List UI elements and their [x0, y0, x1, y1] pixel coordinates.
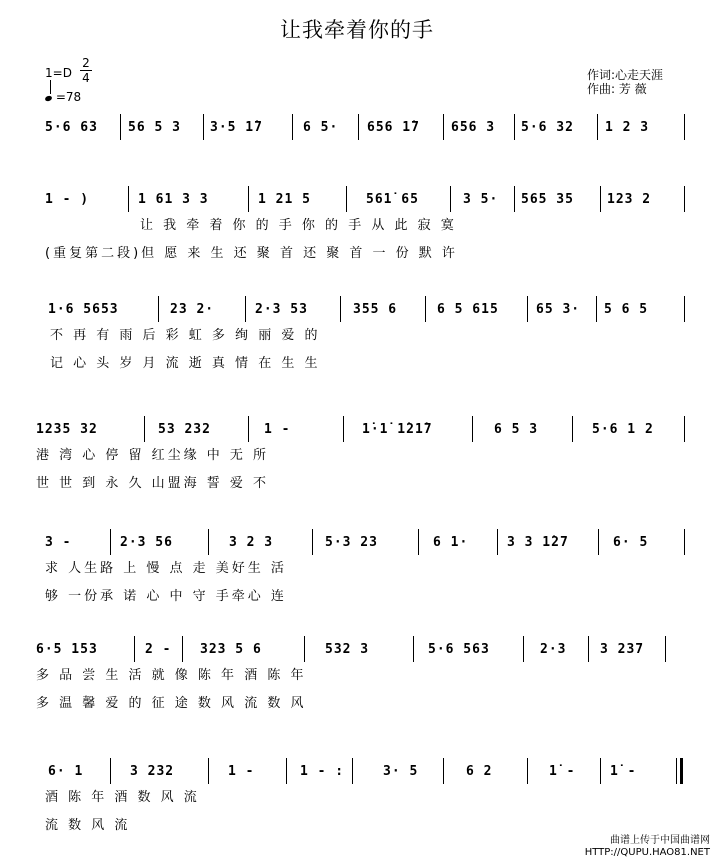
- measure-notes: 1 2 3: [605, 120, 650, 135]
- measure-notes: 656 1̇7: [367, 120, 420, 135]
- bar-line: [676, 758, 677, 784]
- measure-notes: 3 237: [600, 642, 645, 657]
- lyric-text: 世 世 到 永 久 山盟海 誓 爱 不: [36, 476, 270, 491]
- key-signature: [45, 66, 72, 80]
- measure-notes: 3· 5: [383, 764, 419, 779]
- bar-line: [248, 186, 249, 212]
- measure-notes: 5·6 63: [45, 120, 98, 135]
- lyricist: 作词:心走天涯: [587, 68, 664, 82]
- measure-notes: 65 3·: [536, 302, 581, 317]
- measure-notes: 6 2: [466, 764, 493, 779]
- measure-notes: 3 5·: [463, 192, 499, 207]
- bar-line: [312, 529, 313, 555]
- bar-line: [497, 529, 498, 555]
- bar-line: [527, 758, 528, 784]
- measure-notes: 1̇ -: [549, 764, 576, 779]
- lyric-line: [0, 324, 714, 344]
- measure-notes: 1̇ -: [610, 764, 637, 779]
- lyric-line: [0, 692, 714, 712]
- bar-line: [527, 296, 528, 322]
- footer: [585, 835, 710, 859]
- quarter-note-icon: [44, 95, 52, 102]
- footer-source: 曲谱上传于中国曲谱网: [610, 835, 710, 846]
- bar-line: [472, 416, 473, 442]
- bar-line: [425, 296, 426, 322]
- bar-line: [597, 114, 598, 140]
- bar-line: [128, 186, 129, 212]
- bar-line: [450, 186, 451, 212]
- measure-notes: 2·3: [540, 642, 567, 657]
- lyric-text: 多 温 馨 爱 的 征 途 数 风 流 数 风: [36, 696, 307, 711]
- measure-notes: 561̇ 65: [366, 192, 419, 207]
- bar-line: [110, 758, 111, 784]
- measure-notes: 1 - :: [300, 764, 345, 779]
- bar-line: [684, 529, 685, 555]
- bar-line: [684, 416, 685, 442]
- bar-line: [346, 186, 347, 212]
- bar-line: [684, 186, 685, 212]
- bar-line: [343, 416, 344, 442]
- bar-line: [208, 529, 209, 555]
- lyric-text: 够 一份承 诺 心 中 守 手牵心 连: [45, 589, 287, 604]
- lyric-text: 不 再 有 雨 后 彩 虹 多 绚 丽 爱 的: [50, 328, 321, 343]
- bar-line: [110, 529, 111, 555]
- measure-notes: 53 232: [158, 422, 211, 437]
- footer-url: HTTP://QUPU.HAO81.NET: [584, 847, 710, 858]
- bar-line: [443, 758, 444, 784]
- bar-line: [413, 636, 414, 662]
- measure-notes: 6 5 3: [494, 422, 539, 437]
- bar-line: [514, 114, 515, 140]
- bar-line: [600, 186, 601, 212]
- measure-notes: 1 - ): [45, 192, 90, 207]
- measure-notes: 323 5 6: [200, 642, 262, 657]
- bar-line: [600, 758, 601, 784]
- measure-notes: 3 2 3: [229, 535, 274, 550]
- bar-line: [443, 114, 444, 140]
- measure-notes: 1·6 5653: [48, 302, 119, 317]
- lyric-text: 流 数 风 流: [45, 818, 131, 833]
- lyric-line: [0, 814, 714, 834]
- bar-line: [352, 758, 353, 784]
- measure-notes: 1235 32: [36, 422, 98, 437]
- bar-line: [134, 636, 135, 662]
- bar-line: [120, 114, 121, 140]
- bar-line: [588, 636, 589, 662]
- bar-line: [514, 186, 515, 212]
- bar-line: [286, 758, 287, 784]
- lyric-line: [0, 472, 714, 492]
- tempo-value: =78: [55, 90, 82, 104]
- measure-notes: 2 -: [145, 642, 172, 657]
- key-label: 1=D: [45, 66, 72, 80]
- lyric-text: 求 人生路 上 慢 点 走 美好生 活: [45, 561, 287, 576]
- measure-notes: 123 2: [607, 192, 652, 207]
- lyric-line: [0, 664, 714, 684]
- measure-notes: 656 3: [451, 120, 496, 135]
- measure-notes: 532 3: [325, 642, 370, 657]
- measure-notes: 3·5 1̇7: [210, 120, 263, 135]
- measure-notes: 6 1·: [433, 535, 469, 550]
- bar-line: [203, 114, 204, 140]
- bar-line: [248, 416, 249, 442]
- time-signature: [80, 56, 92, 85]
- measure-notes: 23 2·: [170, 302, 215, 317]
- measure-notes: 6· 1: [48, 764, 84, 779]
- bar-line: [598, 529, 599, 555]
- bar-line: [144, 416, 145, 442]
- bar-line: [665, 636, 666, 662]
- lyric-line: [0, 214, 714, 234]
- lyric-line: [0, 444, 714, 464]
- measure-notes: 1 -: [228, 764, 255, 779]
- bar-line: [158, 296, 159, 322]
- measure-notes: 5·6 563: [428, 642, 490, 657]
- measure-notes: 1 -: [264, 422, 291, 437]
- lyric-text: 让 我 牵 着 你 的 手 你 的 手 从 此 寂 寞: [140, 218, 457, 233]
- measure-notes: 1̇·1̇ 1̇21̇7: [362, 422, 433, 437]
- measure-notes: 2·3 56: [120, 535, 173, 550]
- measure-notes: 2·3 53: [255, 302, 308, 317]
- lyric-line: [0, 242, 714, 262]
- bar-line: [572, 416, 573, 442]
- bar-line: [340, 296, 341, 322]
- measure-notes: 5·3 23: [325, 535, 378, 550]
- measure-notes: 3 -: [45, 535, 72, 550]
- measure-notes: 565 35: [521, 192, 574, 207]
- bar-line: [596, 296, 597, 322]
- lyric-text: 港 湾 心 停 留 红尘缘 中 无 所: [36, 448, 270, 463]
- note-stem: [50, 80, 51, 94]
- bar-line: [684, 296, 685, 322]
- measure-notes: 6·5 153: [36, 642, 98, 657]
- measure-notes: 355 6: [353, 302, 398, 317]
- bar-line: [684, 114, 685, 140]
- composer: 作曲: 芳 薇: [587, 82, 647, 96]
- bar-line: [245, 296, 246, 322]
- bar-line: [182, 636, 183, 662]
- measure-notes: 5·6 32: [521, 120, 574, 135]
- measure-notes: 3 3 1̇27: [507, 535, 569, 550]
- lyric-line: [0, 786, 714, 806]
- measure-notes: 1 61 3 3: [138, 192, 209, 207]
- final-bar-line: [680, 758, 683, 784]
- lyric-text: 多 品 尝 生 活 就 像 陈 年 酒 陈 年: [36, 668, 307, 683]
- measure-notes: 6· 5: [613, 535, 649, 550]
- lyric-line: [0, 352, 714, 372]
- lyric-line: [0, 557, 714, 577]
- time-top: 2: [82, 56, 90, 70]
- page-title: 让我牵着你的手: [280, 18, 434, 42]
- bar-line: [208, 758, 209, 784]
- measure-notes: 56 5 3: [128, 120, 181, 135]
- time-bottom: 4: [82, 71, 90, 85]
- staff-line: [0, 118, 714, 148]
- bar-line: [358, 114, 359, 140]
- measure-notes: 6 5·: [303, 120, 339, 135]
- lyric-text: 酒 陈 年 酒 数 风 流: [45, 790, 200, 805]
- measure-notes: 5·6 1 2: [592, 422, 654, 437]
- measure-notes: 3 232: [130, 764, 175, 779]
- measure-notes: 6 5 615: [437, 302, 499, 317]
- bar-line: [523, 636, 524, 662]
- lyric-line: [0, 585, 714, 605]
- measure-notes: 5 6 5: [604, 302, 649, 317]
- bar-line: [292, 114, 293, 140]
- lyric-text: 记 心 头 岁 月 流 逝 真 情 在 生 生: [50, 356, 321, 371]
- bar-line: [304, 636, 305, 662]
- bar-line: [418, 529, 419, 555]
- measure-notes: 1 21 5: [258, 192, 311, 207]
- lyric-text: (重复第二段)但 愿 来 生 还 聚 首 还 聚 首 一 份 默 许: [45, 246, 458, 261]
